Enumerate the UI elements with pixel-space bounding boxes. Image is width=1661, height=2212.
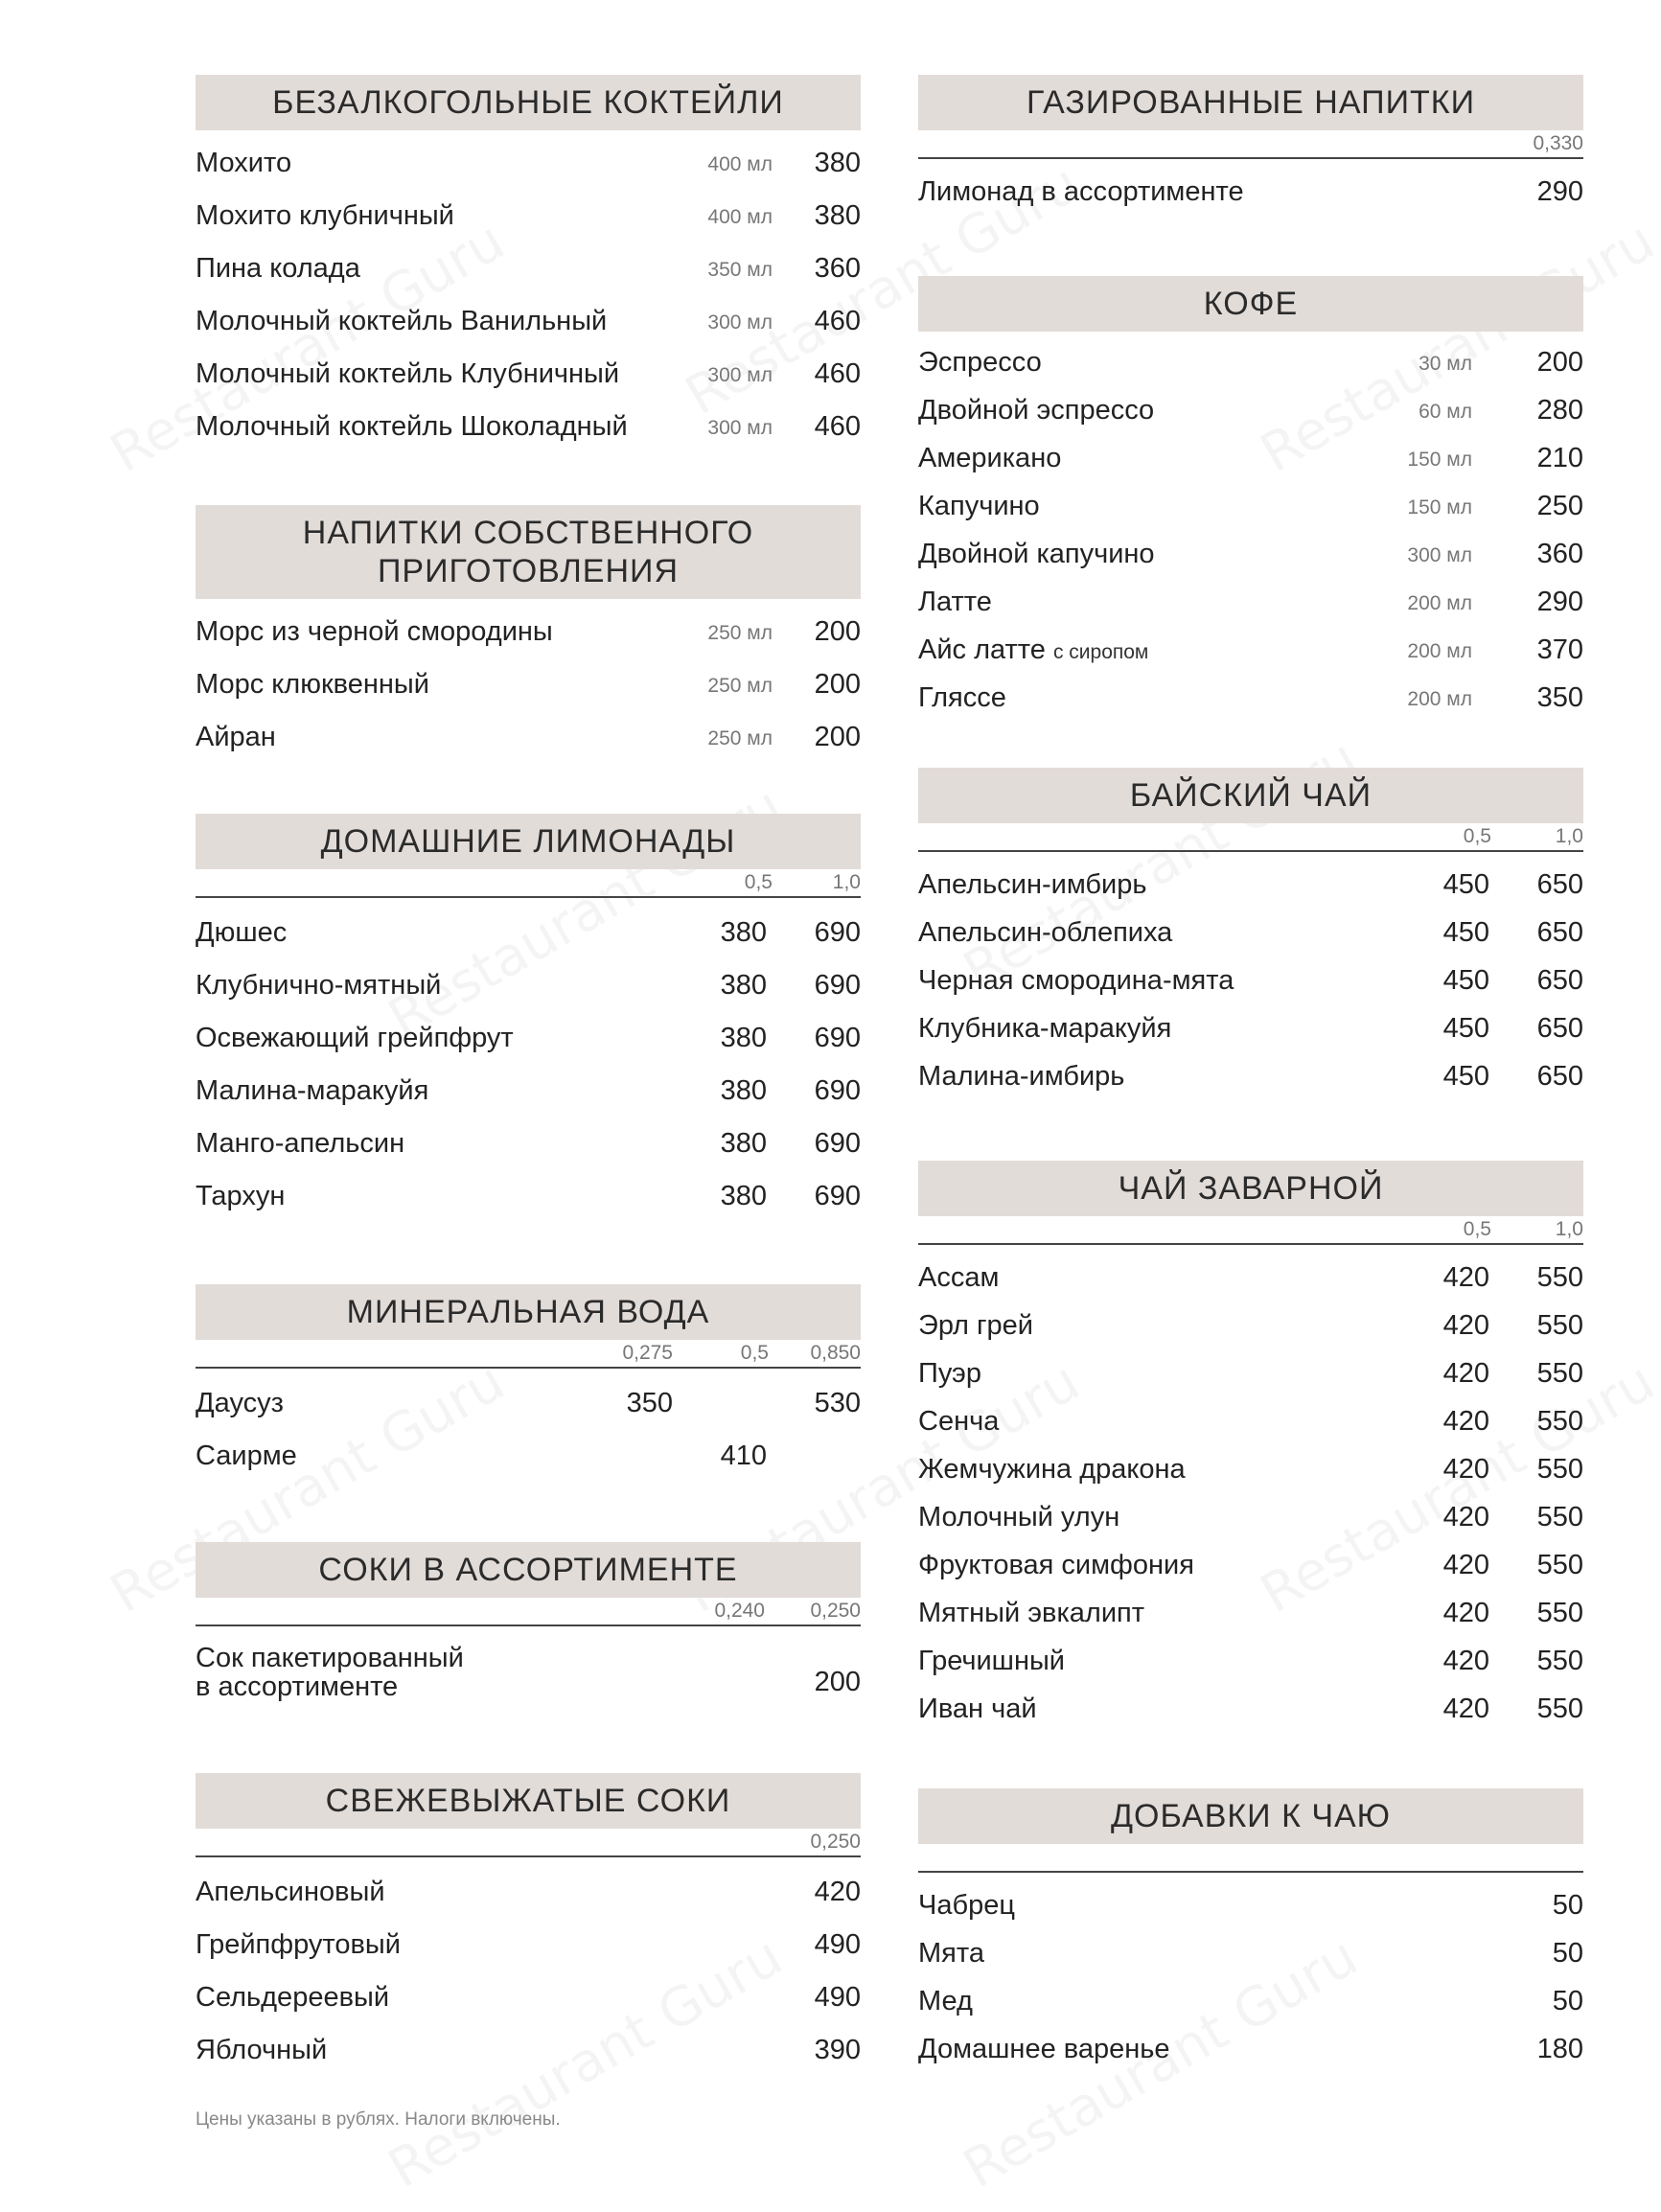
size-header [196,1829,861,1857]
menu-item [196,657,861,710]
item-price-small: 420 [1442,1358,1489,1389]
item-name: Чабрец [918,1890,1015,1921]
item-price-small: 380 [720,1181,767,1211]
menu-item [918,1299,1583,1347]
item-volume: 400 мл [707,153,773,175]
item-name: Даусуз [196,1388,284,1418]
item-price-large: 550 [1536,1262,1583,1293]
menu-item [918,527,1583,575]
item-volume: 60 мл [1419,401,1472,423]
menu-item [918,1682,1583,1730]
menu-item [918,1538,1583,1586]
menu-item [196,347,861,400]
section-lemonades [196,814,861,1222]
menu-item [918,623,1583,671]
item-volume: 400 мл [707,206,773,228]
item-price: 460 [814,306,861,336]
item-name: Айран [196,722,276,752]
item-price-small: 380 [720,1075,767,1106]
item-price: 420 [814,1877,861,1907]
size-label: 1,0 [1555,1218,1583,1240]
item-name: Апельсин-облепиха [918,917,1173,948]
item-price: 290 [1536,587,1583,617]
item-name: Эспрессо [918,347,1042,378]
item-price-large: 550 [1536,1454,1583,1485]
item-price: 180 [1536,2034,1583,2064]
item-volume: 30 мл [1419,353,1472,375]
item-volume: 250 мл [707,622,773,644]
item-name: Гречишный [918,1646,1066,1676]
item-price-small: 420 [1442,1694,1489,1724]
size-label: 0,5 [1463,825,1491,847]
menu-item [918,1347,1583,1394]
item-price-large: 550 [1536,1310,1583,1341]
item-price-large: 550 [1536,1694,1583,1724]
item-name: Саирме [196,1440,297,1471]
section-title: МИНЕРАЛЬНАЯ ВОДА [196,1284,861,1340]
item-volume: 250 мл [707,675,773,697]
item-name: Мята [918,1938,984,1969]
item-price-large: 690 [814,1075,861,1106]
item-price: 380 [814,200,861,231]
menu-item [918,1002,1583,1049]
item-name: Освежающий грейпфрут [196,1023,514,1053]
footnote: Цены указаны в рублях. Налоги включены. [196,2109,561,2130]
section-title: БЕЗАЛКОГОЛЬНЫЕ КОКТЕЙЛИ [196,75,861,130]
item-price-small: 420 [1442,1454,1489,1485]
item-price-large: 650 [1536,965,1583,996]
item-price: 50 [1552,1986,1583,2016]
item-name: Ассам [918,1262,1000,1293]
menu-item [196,136,861,189]
menu-item [196,605,861,657]
section-brewed-tea [918,1161,1583,1730]
section-bai-tea [918,768,1583,1097]
menu-item [918,1634,1583,1682]
section-title-line: НАПИТКИ СОБСТВЕННОГО [302,515,754,551]
item-price-large: 550 [1536,1646,1583,1676]
item-price-large: 530 [814,1388,861,1418]
item-price-small: 420 [1442,1502,1489,1532]
size-label: 1,0 [832,871,861,893]
menu-item [196,958,861,1011]
size-label: 0,5 [1463,1218,1491,1240]
item-price-small: 450 [1442,1013,1489,1044]
item-price: 460 [814,411,861,442]
size-label: 0,330 [1533,132,1583,154]
item-price: 200 [814,722,861,752]
item-price: 200 [814,616,861,647]
item-name: Мохито [196,148,292,178]
item-name: Латте [918,587,992,617]
item-name: Молочный улун [918,1502,1120,1532]
menu-item [196,242,861,294]
menu-item [918,431,1583,479]
item-name: Мятный эвкалипт [918,1598,1145,1628]
size-header [196,1598,861,1626]
size-label: 0,250 [810,1600,861,1622]
item-volume: 300 мл [707,417,773,439]
item-name: Молочный коктейль Ванильный [196,306,608,336]
size-header [918,1216,1583,1245]
size-label: 0,240 [714,1600,765,1622]
item-price: 290 [1536,176,1583,207]
item-price: 200 [1536,347,1583,378]
menu-item [918,1926,1583,1974]
menu-item [918,165,1583,218]
item-price-small: 380 [720,1023,767,1053]
item-name: Мед [918,1986,973,2016]
menu-item [196,1918,861,1970]
item-volume: 300 мл [1407,544,1472,566]
item-name: Тархун [196,1181,286,1211]
menu-item [196,710,861,763]
menu-item [918,1490,1583,1538]
item-name: Апельсиновый [196,1877,385,1907]
item-price-small: 380 [720,917,767,948]
item-price-small: 450 [1442,869,1489,900]
section-homemade-drinks [196,505,861,763]
item-price-large: 690 [814,1181,861,1211]
item-price: 50 [1552,1890,1583,1921]
item-price-small: 350 [626,1388,673,1418]
menu-item [918,335,1583,383]
item-name: Сенча [918,1406,1000,1437]
item-price: 370 [1536,634,1583,665]
item-price-small: 380 [720,1128,767,1159]
section-title: ДОМАШНИЕ ЛИМОНАДЫ [196,814,861,869]
menu-item [918,1586,1583,1634]
menu-item [196,1865,861,1918]
item-price-small: 450 [1442,1061,1489,1092]
item-volume: 350 мл [707,259,773,281]
section-title [196,505,861,599]
menu-item [918,383,1583,431]
item-price-large: 550 [1536,1358,1583,1389]
section-tea-additions [918,1788,1583,2070]
item-name: Сельдереевый [196,1982,390,2013]
size-label: 0,250 [810,1831,861,1853]
item-name [196,1644,464,1701]
size-label: 0,5 [740,1342,769,1364]
item-name: Клубнично-мятный [196,970,442,1001]
item-volume: 300 мл [707,311,773,334]
item-price-large: 690 [814,970,861,1001]
section-title: ЧАЙ ЗАВАРНОЙ [918,1161,1583,1216]
item-price: 460 [814,358,861,389]
menu-item [196,1640,861,1707]
item-name: Мохито клубничный [196,200,454,231]
size-header [918,1844,1583,1873]
item-price: 490 [814,1929,861,1960]
item-name: Эрл грей [918,1310,1033,1341]
item-price: 200 [814,669,861,700]
item-price: 210 [1536,443,1583,473]
item-price: 200 [814,1667,861,1697]
size-header [196,869,861,898]
section-title: ГАЗИРОВАННЫЕ НАПИТКИ [918,75,1583,130]
item-volume: 200 мл [1407,592,1472,614]
menu-item [918,479,1583,527]
section-fresh-juices [196,1773,861,2076]
item-price-small: 420 [1442,1262,1489,1293]
menu-item [918,1251,1583,1299]
item-price-large: 690 [814,1128,861,1159]
item-name: Капучино [918,491,1040,521]
item-name: Черная смородина-мята [918,965,1234,996]
size-label: 0,5 [744,871,773,893]
menu-item [196,294,861,347]
menu-item [918,575,1583,623]
menu-item [918,1394,1583,1442]
item-price-small: 420 [1442,1406,1489,1437]
item-price-large: 550 [1536,1406,1583,1437]
item-name: Манго-апельсин [196,1128,405,1159]
menu-item [196,1064,861,1117]
menu-item [918,1049,1583,1097]
item-name: Пина колада [196,253,360,284]
item-name: Дюшес [196,917,288,948]
item-name: Яблочный [196,2035,328,2065]
item-name: Иван чай [918,1694,1037,1724]
size-label: 0,275 [622,1342,673,1364]
item-price-small: 420 [1442,1646,1489,1676]
section-soda [918,75,1583,218]
item-name: Двойной эспрессо [918,395,1155,426]
menu-item [196,1429,861,1482]
menu-item [918,954,1583,1002]
item-name: Пуэр [918,1358,981,1389]
item-price: 390 [814,2035,861,2065]
section-title: БАЙСКИЙ ЧАЙ [918,768,1583,823]
item-name: Фруктовая симфония [918,1550,1194,1580]
size-header [196,1340,861,1369]
item-volume: 150 мл [1407,449,1472,471]
item-volume: 150 мл [1407,496,1472,518]
item-price-large: 650 [1536,1061,1583,1092]
item-price: 380 [814,148,861,178]
menu-item [196,2023,861,2076]
item-price-small: 420 [1442,1550,1489,1580]
item-price: 250 [1536,491,1583,521]
item-price-large: 690 [814,1023,861,1053]
item-price-large: 650 [1536,869,1583,900]
item-price-medium: 410 [720,1440,767,1471]
item-price-small: 420 [1442,1598,1489,1628]
item-name: Лимонад в ассортименте [918,176,1244,207]
item-price: 280 [1536,395,1583,426]
item-price: 490 [814,1982,861,2013]
item-name-line: в ассортименте [196,1671,399,1702]
item-name: Грейпфрутовый [196,1929,401,1960]
menu-item [196,189,861,242]
item-price-large: 550 [1536,1550,1583,1580]
size-header [918,823,1583,852]
item-name: Жемчужина дракона [918,1454,1186,1485]
menu-item [918,2022,1583,2070]
menu-item [918,1974,1583,2022]
item-volume: 250 мл [707,727,773,749]
item-price-small: 450 [1442,965,1489,996]
item-price-small: 450 [1442,917,1489,948]
item-price: 360 [814,253,861,284]
section-title-line: ПРИГОТОВЛЕНИЯ [377,553,680,589]
item-name: Малина-маракуйя [196,1075,429,1106]
section-title: СВЕЖЕВЫЖАТЫЕ СОКИ [196,1773,861,1829]
item-name [918,634,1148,666]
item-name: Апельсин-имбирь [918,869,1147,900]
item-name: Двойной капучино [918,539,1155,569]
item-name: Морс клюквенный [196,669,429,700]
menu-item [196,1011,861,1064]
item-price-small: 420 [1442,1310,1489,1341]
menu-item [918,671,1583,719]
menu-item [196,1970,861,2023]
item-price: 350 [1536,682,1583,713]
item-price: 360 [1536,539,1583,569]
size-label: 0,850 [810,1342,861,1364]
item-name: Молочный коктейль Клубничный [196,358,620,389]
section-title: ДОБАВКИ К ЧАЮ [918,1788,1583,1844]
item-name-line: Сок пакетированный [196,1643,464,1673]
section-non-alcoholic-cocktails [196,75,861,452]
menu-item [196,906,861,958]
section-title: КОФЕ [918,276,1583,332]
menu-item [196,1376,861,1429]
section-coffee [918,276,1583,719]
item-name: Глясcе [918,682,1006,713]
item-volume: 200 мл [1407,688,1472,710]
item-name: Домашнее варенье [918,2034,1170,2064]
section-juices [196,1542,861,1707]
item-name-text: Айс латте [918,634,1046,665]
item-volume: 300 мл [707,364,773,386]
menu-item [918,1878,1583,1926]
item-volume: 200 мл [1407,640,1472,662]
item-price-large: 550 [1536,1598,1583,1628]
item-name-extra: с сиропом [1052,641,1149,663]
item-price-large: 650 [1536,1013,1583,1044]
item-name: Морс из черной смородины [196,616,553,647]
item-price: 50 [1552,1938,1583,1969]
item-price-large: 550 [1536,1502,1583,1532]
item-price-small: 380 [720,970,767,1001]
item-price-large: 650 [1536,917,1583,948]
size-header [918,130,1583,159]
item-price-large: 690 [814,917,861,948]
size-label: 1,0 [1555,825,1583,847]
item-name: Клубника-маракуйя [918,1013,1172,1044]
item-name: Американо [918,443,1062,473]
menu-item [918,906,1583,954]
menu-item [196,1169,861,1222]
menu-item [196,1117,861,1169]
menu-item [196,400,861,452]
item-name: Молочный коктейль Шоколадный [196,411,628,442]
item-name: Малина-имбирь [918,1061,1125,1092]
section-mineral-water [196,1284,861,1482]
section-title: СОКИ В АССОРТИМЕНТЕ [196,1542,861,1598]
menu-item [918,1442,1583,1490]
menu-item [918,858,1583,906]
